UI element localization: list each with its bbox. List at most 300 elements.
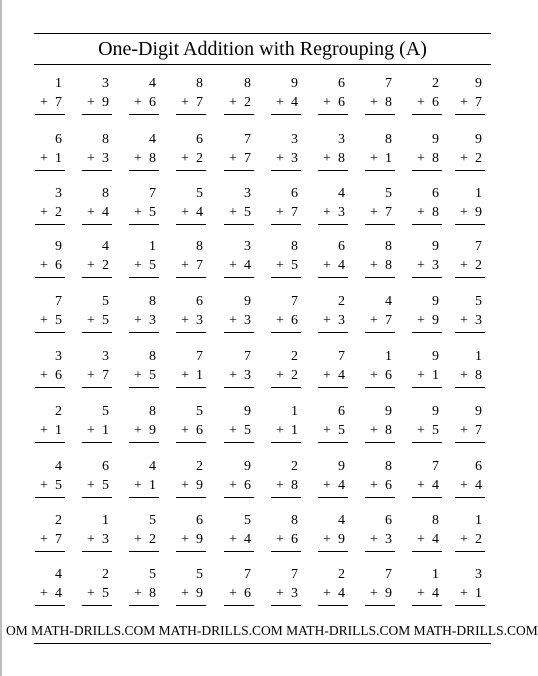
addend-bottom: 6 (149, 95, 156, 110)
problem-r10-c1 (32, 567, 62, 607)
answer-line (35, 387, 65, 388)
answer-line (271, 551, 301, 552)
addend-top: 3 (244, 186, 251, 201)
addend-top: 8 (385, 459, 392, 474)
addend-top: 7 (385, 567, 392, 582)
answer-line (318, 332, 348, 333)
addend-top: 2 (55, 513, 62, 528)
addend-top: 2 (432, 76, 439, 91)
addend-top: 9 (385, 404, 392, 419)
plus-sign: + (323, 423, 331, 438)
addend-bottom: 7 (55, 95, 62, 110)
problem-r5-c4 (173, 294, 203, 334)
plus-sign: + (40, 313, 48, 328)
addend-top: 9 (244, 294, 251, 309)
problem-r2-c8 (362, 132, 392, 172)
addend-top: 9 (244, 459, 251, 474)
answer-line (35, 551, 65, 552)
worksheet-title: One-Digit Addition with Regrouping (A) (98, 38, 427, 60)
addend-top: 7 (291, 294, 298, 309)
answer-line (129, 277, 159, 278)
answer-line (318, 224, 348, 225)
addend-top: 5 (244, 513, 251, 528)
answer-line (318, 442, 348, 443)
addend-bottom: 1 (55, 423, 62, 438)
plus-sign: + (276, 151, 284, 166)
addend-bottom: 2 (475, 151, 482, 166)
answer-line (176, 224, 206, 225)
answer-line (82, 332, 112, 333)
plus-sign: + (370, 205, 378, 220)
addend-bottom: 4 (338, 478, 345, 493)
addend-bottom: 9 (432, 313, 439, 328)
addend-bottom: 9 (196, 478, 203, 493)
addend-top: 9 (475, 404, 482, 419)
addend-bottom: 5 (432, 423, 439, 438)
plus-sign: + (417, 368, 425, 383)
plus-sign: + (323, 478, 331, 493)
plus-sign: + (40, 258, 48, 273)
plus-sign: + (229, 368, 237, 383)
plus-sign: + (134, 478, 142, 493)
problem-r6-c7 (315, 349, 345, 389)
plus-sign: + (181, 258, 189, 273)
answer-line (455, 442, 485, 443)
problem-r10-c2 (79, 567, 109, 607)
addend-bottom: 7 (475, 423, 482, 438)
addend-top: 8 (149, 349, 156, 364)
problem-r7-c2 (79, 404, 109, 444)
plus-sign: + (417, 586, 425, 601)
answer-line (455, 170, 485, 171)
problem-r9-c3 (126, 513, 156, 553)
plus-sign: + (370, 532, 378, 547)
addend-bottom: 5 (55, 478, 62, 493)
problem-r8-c8 (362, 459, 392, 499)
addend-top: 7 (291, 567, 298, 582)
addend-top: 5 (102, 294, 109, 309)
answer-line (129, 114, 159, 115)
plus-sign: + (370, 368, 378, 383)
problem-r6-c8 (362, 349, 392, 389)
plus-sign: + (87, 478, 95, 493)
problem-r2-c10 (452, 132, 482, 172)
answer-line (455, 114, 485, 115)
addend-top: 9 (244, 404, 251, 419)
addend-bottom: 8 (432, 205, 439, 220)
addend-bottom: 5 (102, 586, 109, 601)
problem-r4-c2 (79, 239, 109, 279)
problem-r3-c4 (173, 186, 203, 226)
addend-top: 1 (149, 239, 156, 254)
plus-sign: + (181, 205, 189, 220)
addend-bottom: 1 (102, 423, 109, 438)
addend-top: 8 (385, 132, 392, 147)
answer-line (35, 277, 65, 278)
problem-r1-c2 (79, 76, 109, 116)
addend-top: 6 (291, 186, 298, 201)
addend-top: 4 (149, 132, 156, 147)
problem-r8-c9 (409, 459, 439, 499)
problem-r2-c7 (315, 132, 345, 172)
problem-r1-c9 (409, 76, 439, 116)
problem-r9-c5 (221, 513, 251, 553)
plus-sign: + (229, 258, 237, 273)
addend-top: 3 (244, 239, 251, 254)
plus-sign: + (181, 586, 189, 601)
addend-top: 5 (196, 186, 203, 201)
problem-r4-c7 (315, 239, 345, 279)
plus-sign: + (323, 532, 331, 547)
plus-sign: + (181, 368, 189, 383)
addend-top: 6 (102, 459, 109, 474)
problem-r6-c6 (268, 349, 298, 389)
plus-sign: + (87, 95, 95, 110)
addend-bottom: 1 (385, 151, 392, 166)
plus-sign: + (134, 423, 142, 438)
problem-r8-c4 (173, 459, 203, 499)
addend-top: 5 (475, 294, 482, 309)
problem-r8-c6 (268, 459, 298, 499)
title-underline (34, 64, 491, 65)
addend-top: 4 (55, 567, 62, 582)
addend-bottom: 5 (291, 258, 298, 273)
addend-top: 1 (385, 349, 392, 364)
plus-sign: + (460, 313, 468, 328)
answer-line (318, 551, 348, 552)
answer-line (365, 497, 395, 498)
addend-top: 4 (149, 459, 156, 474)
problem-r3-c8 (362, 186, 392, 226)
addend-top: 5 (196, 567, 203, 582)
answer-line (271, 605, 301, 606)
addend-bottom: 4 (338, 368, 345, 383)
addend-bottom: 4 (244, 532, 251, 547)
addend-top: 8 (291, 513, 298, 528)
problem-r3-c2 (79, 186, 109, 226)
answer-line (35, 442, 65, 443)
addend-top: 7 (244, 132, 251, 147)
problem-r1-c7 (315, 76, 345, 116)
addend-top: 8 (149, 404, 156, 419)
answer-line (129, 497, 159, 498)
plus-sign: + (134, 151, 142, 166)
answer-line (224, 387, 254, 388)
answer-line (176, 551, 206, 552)
answer-line (129, 387, 159, 388)
addend-bottom: 1 (475, 586, 482, 601)
answer-line (412, 387, 442, 388)
addend-top: 4 (55, 459, 62, 474)
problem-r7-c5 (221, 404, 251, 444)
problem-r1-c5 (221, 76, 251, 116)
plus-sign: + (370, 95, 378, 110)
problem-r5-c5 (221, 294, 251, 334)
answer-line (365, 114, 395, 115)
plus-sign: + (40, 205, 48, 220)
answer-line (176, 605, 206, 606)
problem-r2-c3 (126, 132, 156, 172)
answer-line (35, 170, 65, 171)
addend-top: 6 (55, 132, 62, 147)
addend-top: 8 (432, 513, 439, 528)
addend-bottom: 1 (149, 478, 156, 493)
addend-bottom: 3 (432, 258, 439, 273)
problem-r10-c5 (221, 567, 251, 607)
plus-sign: + (229, 532, 237, 547)
plus-sign: + (323, 258, 331, 273)
addend-bottom: 8 (338, 151, 345, 166)
answer-line (82, 114, 112, 115)
answer-line (455, 332, 485, 333)
addend-top: 7 (244, 349, 251, 364)
problem-r4-c9 (409, 239, 439, 279)
addend-top: 4 (338, 186, 345, 201)
problem-r10-c3 (126, 567, 156, 607)
plus-sign: + (87, 151, 95, 166)
addend-top: 8 (196, 239, 203, 254)
addend-top: 2 (102, 567, 109, 582)
problem-r7-c3 (126, 404, 156, 444)
addend-top: 3 (475, 567, 482, 582)
addend-top: 5 (149, 513, 156, 528)
addend-bottom: 5 (102, 313, 109, 328)
plus-sign: + (370, 258, 378, 273)
problem-r5-c6 (268, 294, 298, 334)
addend-bottom: 6 (291, 313, 298, 328)
answer-line (224, 277, 254, 278)
addend-bottom: 3 (244, 313, 251, 328)
answer-line (176, 170, 206, 171)
problem-r3-c7 (315, 186, 345, 226)
addend-bottom: 6 (385, 478, 392, 493)
addend-bottom: 3 (196, 313, 203, 328)
addend-bottom: 2 (196, 151, 203, 166)
plus-sign: + (276, 205, 284, 220)
footer-text: OM MATH-DRILLS.COM MATH-DRILLS.COM MATH-DRILLS.COM MATH-DRILLS.COM (6, 623, 538, 638)
addend-top: 9 (432, 349, 439, 364)
answer-line (224, 605, 254, 606)
addend-bottom: 5 (55, 313, 62, 328)
problem-r6-c9 (409, 349, 439, 389)
problem-r4-c1 (32, 239, 62, 279)
answer-line (365, 442, 395, 443)
addend-bottom: 2 (102, 258, 109, 273)
addend-top: 9 (432, 132, 439, 147)
problem-r5-c1 (32, 294, 62, 334)
problem-r2-c2 (79, 132, 109, 172)
plus-sign: + (370, 423, 378, 438)
plus-sign: + (87, 313, 95, 328)
problem-r9-c1 (32, 513, 62, 553)
addend-bottom: 8 (385, 95, 392, 110)
answer-line (455, 605, 485, 606)
problem-r7-c6 (268, 404, 298, 444)
addend-top: 8 (149, 294, 156, 309)
addend-top: 7 (338, 349, 345, 364)
plus-sign: + (370, 151, 378, 166)
addend-bottom: 4 (432, 532, 439, 547)
answer-line (176, 332, 206, 333)
addend-top: 9 (55, 239, 62, 254)
answer-line (129, 224, 159, 225)
plus-sign: + (229, 205, 237, 220)
plus-sign: + (417, 258, 425, 273)
addend-top: 9 (338, 459, 345, 474)
plus-sign: + (276, 532, 284, 547)
addend-top: 6 (385, 513, 392, 528)
answer-line (365, 332, 395, 333)
problem-r4-c10 (452, 239, 482, 279)
plus-sign: + (229, 586, 237, 601)
problem-r6-c2 (79, 349, 109, 389)
problem-r7-c4 (173, 404, 203, 444)
plus-sign: + (417, 423, 425, 438)
addend-top: 6 (338, 239, 345, 254)
addend-bottom: 5 (149, 258, 156, 273)
plus-sign: + (460, 423, 468, 438)
problem-r5-c7 (315, 294, 345, 334)
addend-bottom: 4 (244, 258, 251, 273)
addend-bottom: 5 (149, 205, 156, 220)
addend-bottom: 9 (196, 586, 203, 601)
addend-bottom: 6 (432, 95, 439, 110)
addend-top: 9 (432, 404, 439, 419)
answer-line (271, 497, 301, 498)
plus-sign: + (87, 532, 95, 547)
answer-line (271, 387, 301, 388)
addend-bottom: 9 (102, 95, 109, 110)
answer-line (82, 170, 112, 171)
addend-bottom: 3 (149, 313, 156, 328)
problem-r8-c5 (221, 459, 251, 499)
plus-sign: + (370, 313, 378, 328)
addend-top: 2 (291, 459, 298, 474)
plus-sign: + (87, 586, 95, 601)
addend-bottom: 9 (196, 532, 203, 547)
plus-sign: + (276, 258, 284, 273)
addend-bottom: 1 (55, 151, 62, 166)
answer-line (365, 551, 395, 552)
plus-sign: + (276, 478, 284, 493)
plus-sign: + (40, 95, 48, 110)
answer-line (412, 224, 442, 225)
addend-bottom: 4 (196, 205, 203, 220)
addend-top: 2 (291, 349, 298, 364)
answer-line (271, 224, 301, 225)
addend-top: 9 (432, 294, 439, 309)
problem-r9-c2 (79, 513, 109, 553)
addend-top: 8 (102, 132, 109, 147)
addend-bottom: 4 (291, 95, 298, 110)
plus-sign: + (181, 151, 189, 166)
problem-r10-c7 (315, 567, 345, 607)
addend-top: 1 (475, 513, 482, 528)
addend-bottom: 2 (55, 205, 62, 220)
plus-sign: + (276, 423, 284, 438)
problem-r4-c6 (268, 239, 298, 279)
addend-bottom: 7 (196, 258, 203, 273)
plus-sign: + (134, 368, 142, 383)
answer-line (224, 332, 254, 333)
answer-line (318, 605, 348, 606)
problem-r6-c3 (126, 349, 156, 389)
plus-sign: + (323, 586, 331, 601)
plus-sign: + (323, 205, 331, 220)
addend-bottom: 3 (291, 586, 298, 601)
answer-line (129, 605, 159, 606)
addend-bottom: 8 (149, 151, 156, 166)
problem-grid (32, 76, 492, 606)
addend-top: 3 (55, 349, 62, 364)
addend-top: 8 (291, 239, 298, 254)
addend-top: 5 (385, 186, 392, 201)
addend-bottom: 6 (55, 368, 62, 383)
addend-bottom: 3 (244, 368, 251, 383)
problem-r6-c1 (32, 349, 62, 389)
addend-top: 7 (385, 76, 392, 91)
problem-r5-c8 (362, 294, 392, 334)
addend-bottom: 6 (55, 258, 62, 273)
problem-r10-c8 (362, 567, 392, 607)
answer-line (224, 114, 254, 115)
plus-sign: + (181, 95, 189, 110)
problem-r5-c9 (409, 294, 439, 334)
plus-sign: + (87, 205, 95, 220)
answer-line (224, 497, 254, 498)
addend-bottom: 7 (55, 532, 62, 547)
answer-line (82, 497, 112, 498)
answer-line (455, 387, 485, 388)
addend-top: 7 (149, 186, 156, 201)
problem-r2-c5 (221, 132, 251, 172)
plus-sign: + (460, 368, 468, 383)
answer-line (455, 277, 485, 278)
answer-line (365, 224, 395, 225)
addend-top: 6 (196, 132, 203, 147)
addend-top: 5 (102, 404, 109, 419)
addend-top: 1 (102, 513, 109, 528)
plus-sign: + (323, 95, 331, 110)
answer-line (365, 170, 395, 171)
addend-bottom: 3 (475, 313, 482, 328)
addend-bottom: 7 (244, 151, 251, 166)
addend-bottom: 8 (385, 258, 392, 273)
problem-r7-c10 (452, 404, 482, 444)
addend-bottom: 1 (291, 423, 298, 438)
addend-bottom: 4 (55, 586, 62, 601)
plus-sign: + (40, 368, 48, 383)
addend-bottom: 9 (475, 205, 482, 220)
addend-bottom: 6 (385, 368, 392, 383)
answer-line (82, 277, 112, 278)
answer-line (176, 387, 206, 388)
answer-line (455, 224, 485, 225)
plus-sign: + (40, 151, 48, 166)
answer-line (176, 497, 206, 498)
problem-r7-c7 (315, 404, 345, 444)
plus-sign: + (276, 95, 284, 110)
problem-r8-c3 (126, 459, 156, 499)
problem-r1-c1 (32, 76, 62, 116)
answer-line (318, 497, 348, 498)
addend-bottom: 4 (338, 586, 345, 601)
problem-r9-c9 (409, 513, 439, 553)
problem-r2-c6 (268, 132, 298, 172)
answer-line (412, 114, 442, 115)
answer-line (412, 497, 442, 498)
problem-r4-c4 (173, 239, 203, 279)
